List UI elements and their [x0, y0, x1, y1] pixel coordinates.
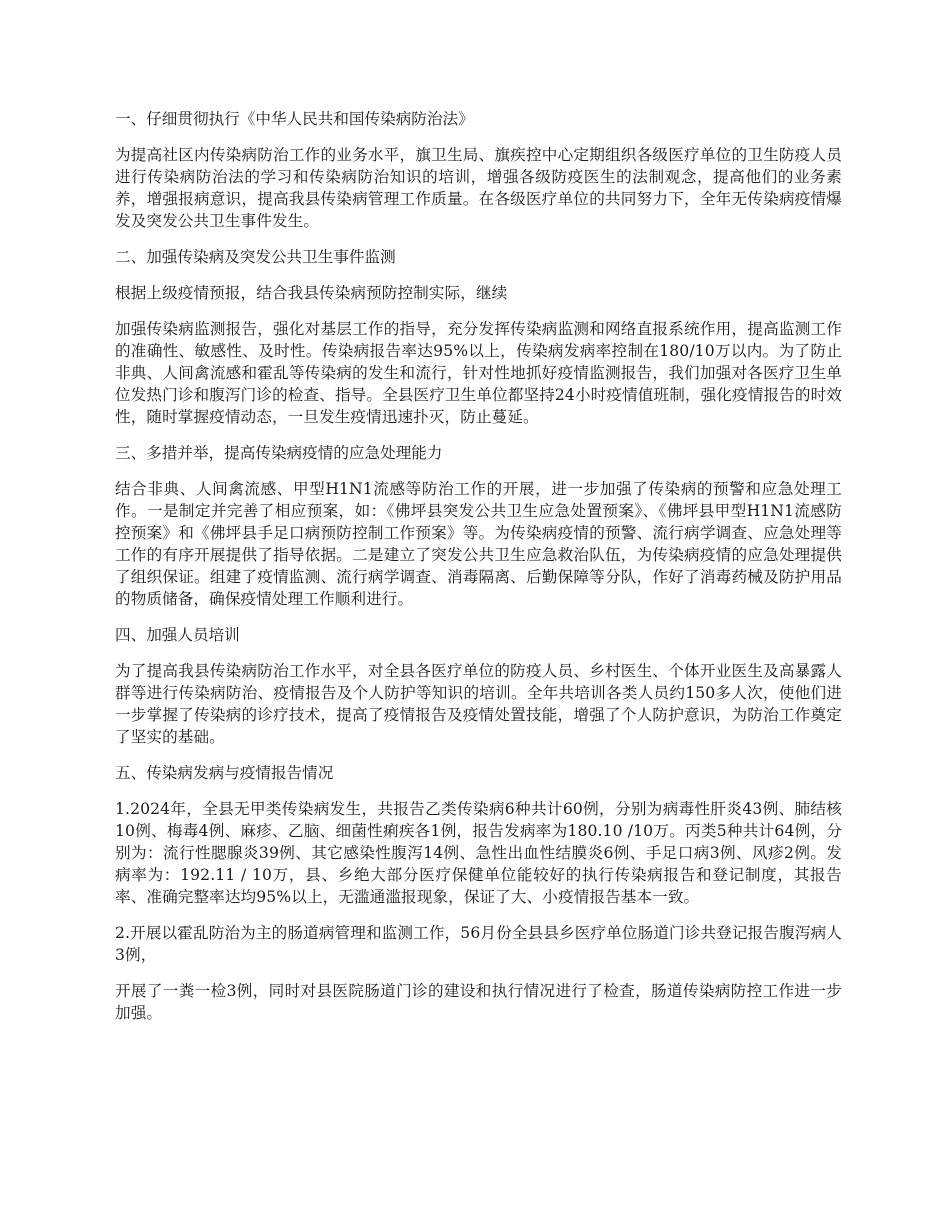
paragraph: 2.开展以霍乱防治为主的肠道病管理和监测工作，56月份全县县乡医疗单位肠道门诊共登记报告腹泻病人3例，	[115, 924, 842, 964]
document-body	[115, 108, 842, 1038]
paragraph: 1.2024年，全县无甲类传染病发生，共报告乙类传染病6种共计60例，分别为病毒性肝炎43例、肺结核10例、梅毒4例、麻疹、乙脑、细菌性痢疾各1例，报告发病率为180.10 /10万。丙类5种共计64例，分别为：流行性腮腺炎39例、其它感染性腹泻14例、急性出血性结膜炎6例、手足口病3例、风疹2例。发病率为：192.11 / 10万，县、乡绝大部分医疗保健单位能较好的执行传染病报告和登记制度，其报告率、准确完整率达均95%以上，无滥通滥报现象，保证了大、小疫情报告基本一致。	[115, 800, 842, 906]
paragraph: 为了提高我县传染病防治工作水平，对全县各医疗单位的防疫人员、乡村医生、个体开业医生及高暴露人群等进行传染病防治、疫情报告及个人防护等知识的培训。全年共培训各类人员约150多人次，使他们进一步掌握了传染病的诊疗技术，提高了疫情报告及疫情处置技能，增强了个人防护意识，为防治工作奠定了坚实的基础。	[115, 662, 842, 746]
paragraph: 开展了一粪一检3例，同时对县医院肠道门诊的建设和执行情况进行了检查，肠道传染病防控工作进一步加强。	[115, 982, 842, 1022]
paragraph: 根据上级疫情预报，结合我县传染病预防控制实际，继续	[115, 284, 508, 302]
paragraph: 为提高社区内传染病防治工作的业务水平，旗卫生局、旗疾控中心定期组织各级医疗单位的卫生防疫人员进行传染病防治法的学习和传染病防治知识的培训，增强各级防疫医生的法制观念，提高他们的业务素养，增强报病意识，提高我县传染病管理工作质量。在各级医疗单位的共同努力下，全年无传染病疫情爆发及突发公共卫生事件发生。	[115, 146, 842, 230]
paragraph: 加强传染病监测报告，强化对基层工作的指导，充分发挥传染病监测和网络直报系统作用，提高监测工作的准确性、敏感性、及时性。传染病报告率达95%以上，传染病发病率控制在180/10万以内。为了防止非典、人间禽流感和霍乱等传染病的发生和流行，针对性地抓好疫情监测报告，我们加强对各医疗卫生单位发热门诊和腹泻门诊的检查、指导。全县医疗卫生单位都坚持24小时疫情值班制，强化疫情报告的时效性，随时掌握疫情动态，一旦发生疫情迅速扑灭，防止蔓延。	[115, 320, 842, 426]
section-heading-3: 三、多措并举，提高传染病疫情的应急处理能力	[115, 444, 443, 462]
section-heading-4: 四、加强人员培训	[115, 626, 240, 644]
paragraph: 结合非典、人间禽流感、甲型H1N1流感等防治工作的开展，进一步加强了传染病的预警和应急处理工作。一是制定并完善了相应预案，如：《佛坪县突发公共卫生应急处置预案》、《佛坪县甲型H1N1流感防控预案》和《佛坪县手足口病预防控制工作预案》等。为传染病疫情的预警、流行病学调查、应急处理等工作的有序开展提供了指导依据。二是建立了突发公共卫生应急救治队伍，为传染病疫情的应急处理提供了组织保证。组建了疫情监测、流行病学调查、消毒隔离、后勤保障等分队，作好了消毒药械及防护用品的物质储备，确保疫情处理工作顺利进行。	[115, 480, 842, 608]
section-heading-1: 一、仔细贯彻执行《中华人民共和国传染病防治法》	[115, 110, 474, 128]
section-heading-5: 五、传染病发病与疫情报告情况	[115, 764, 334, 782]
section-heading-2: 二、加强传染病及突发公共卫生事件监测	[115, 248, 396, 266]
